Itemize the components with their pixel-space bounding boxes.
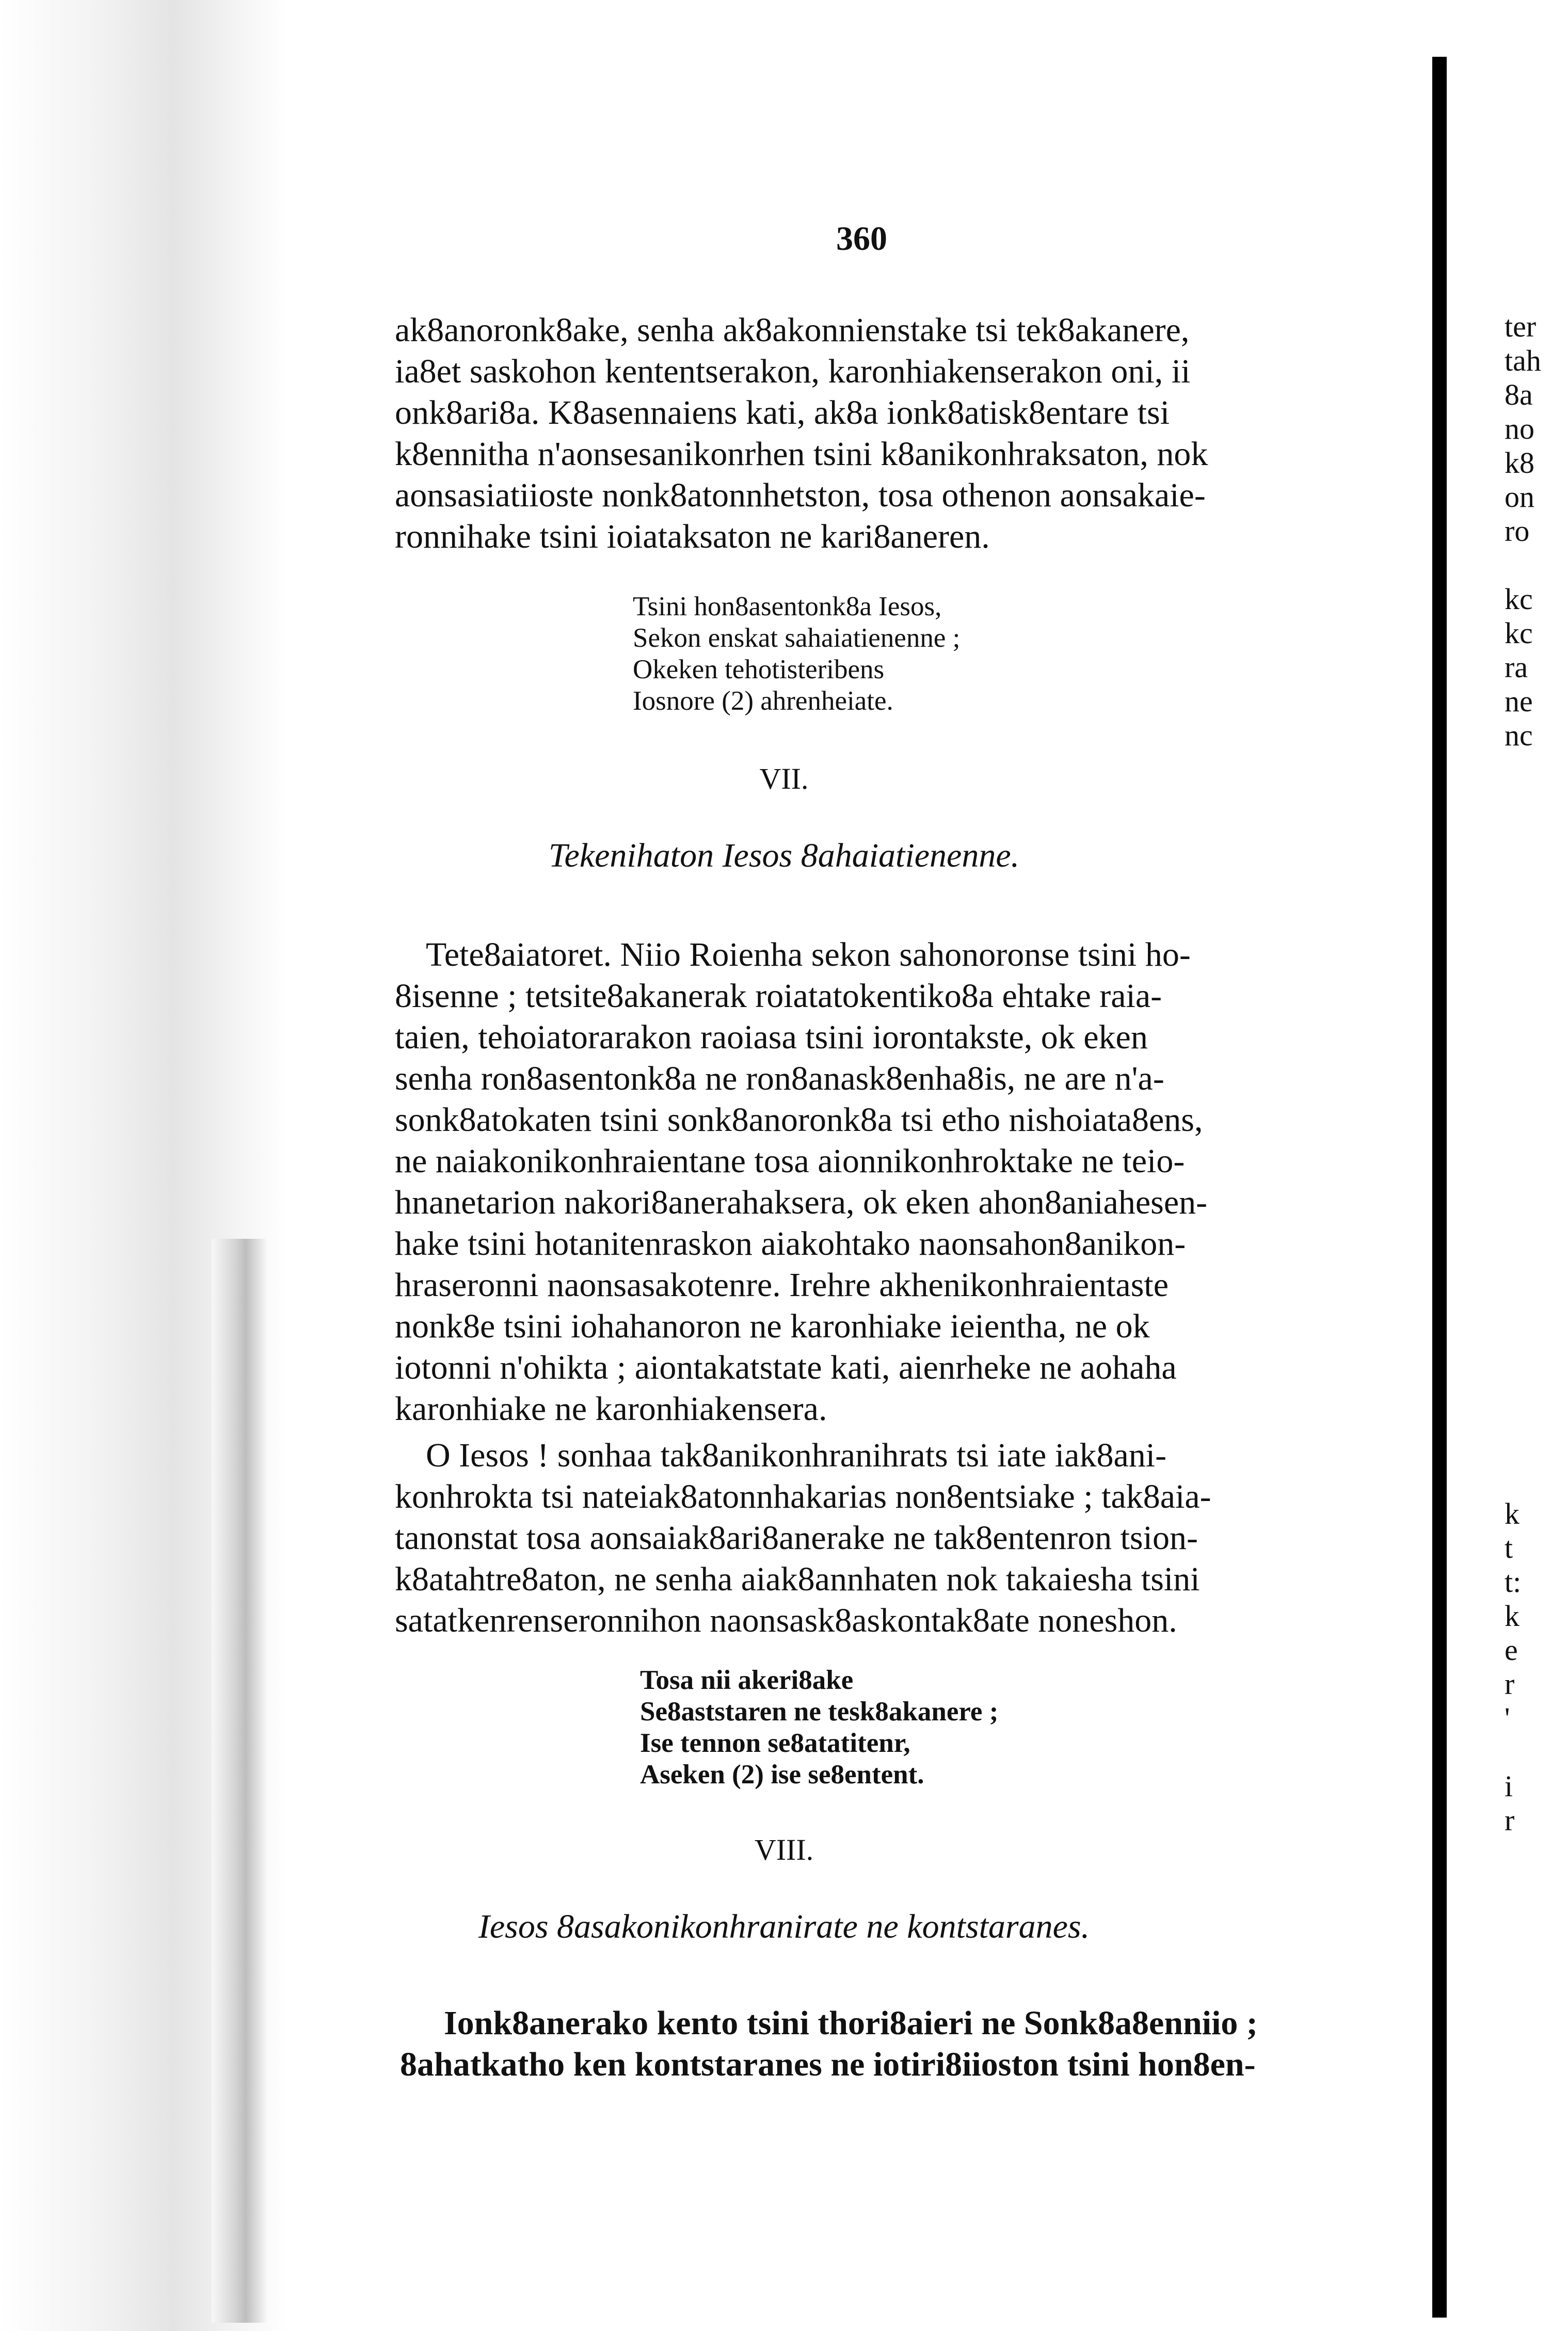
page-edge-rule [1432,57,1447,2318]
page-number: 360 [836,220,887,258]
section-7-paragraph-1 [426,934,1406,976]
section-7-paragraph-2 [426,1435,1406,1476]
text-line: ronnihake tsini ioiataksaton ne kari8aneren. [395,518,990,555]
facing-page-fragment: r [1505,1667,1515,1701]
section-8-paragraph-1-body [400,2044,1381,2085]
text-line: tanonstat tosa aonsaiak8ari8anerake ne tak8entenron tsion- [395,1519,1198,1557]
text-line: konhrokta tsi nateiak8atonnhakarias non8entsiake ; tak8aia- [395,1478,1211,1515]
facing-page-fragment: kc [1505,582,1533,616]
facing-page-fragment: ro [1505,514,1530,548]
verse-2 [640,1665,1363,1791]
section-title: Tekenihaton Iesos 8ahaiatienenne. [548,837,1020,874]
text-line: aonsasiatiioste nonk8atonnhetston, tosa othenon aonsakaie- [395,476,1206,514]
section-7-paragraph-1-body [395,976,1375,1430]
facing-page-fragment: e [1505,1633,1518,1667]
section-title: Iesos 8asakonikonhranirate ne kontstaranes. [478,1908,1090,1945]
section-numeral: VII. [759,762,809,795]
text-line: 8isenne ; tetsite8akanerak roiatatokentiko8a ehtake raia- [395,977,1162,1015]
facing-page-fragment: 8a [1505,378,1533,411]
facing-page-fragment: ter [1505,310,1537,343]
facing-page-fragment: ' [1505,1701,1510,1735]
facing-page-fragments-top [1505,310,1568,753]
verse-line: Iosnore (2) ahrenheiate. [633,686,893,716]
text-line: 8ahatkatho ken kontstaranes ne iotiri8iioston tsini hon8en- [400,2046,1256,2083]
text-line: sonk8atokaten tsini sonk8anoronk8a tsi etho nishoiata8ens, [395,1101,1203,1139]
facing-page-fragment: ne [1505,684,1533,718]
text-line: iotonni n'ohikta ; aiontakatstate kati, aienrheke ne aohaha [395,1349,1177,1386]
facing-page-fragments-bottom [1505,1497,1568,1838]
facing-page-fragment: tah [1505,344,1541,377]
text-line: Ionk8anerako kento tsini thori8aieri ne Sonk8a8enniio ; [444,2004,1258,2042]
facing-page-fragment: t: [1505,1565,1522,1599]
text-line: karonhiake ne karonhiakensera. [395,1390,827,1428]
text-line: Tete8aiatoret. Niio Roienha sekon sahonoronse tsini ho- [426,936,1191,973]
facing-page-fragment [1505,1735,1568,1769]
text-line: hnanetarion nakori8anerahaksera, ok eken ahon8aniahesen- [395,1184,1208,1221]
verse-line: Tsini hon8asentonk8a Iesos, [633,592,942,621]
verse-1 [633,591,1355,717]
verse-line: Tosa nii akeri8ake [640,1665,854,1695]
facing-page-fragment: i [1505,1769,1513,1803]
intro-paragraph [395,310,1375,557]
text-line: onk8ari8a. K8asennaiens kati, ak8a ionk8atisk8entare tsi [395,394,1170,432]
section-7-paragraph-2-body [395,1476,1375,1641]
text-line: ak8anoronk8ake, senha ak8akonnienstake tsi tek8akanere, [395,311,1190,349]
text-line: nonk8e tsini iohahanoron ne karonhiake ieientha, ne ok [395,1307,1150,1345]
facing-page-fragment [1505,548,1568,582]
text-line: taien, tehoiatorarakon raoiasa tsini iorontakste, ok eken [395,1018,1148,1056]
section-numeral: VIII. [754,1833,814,1866]
text-line: hraseronni naonsasakotenre. Irehre akhenikonhraientaste [395,1266,1169,1304]
verse-line: Okeken tehotisteribens [633,654,885,684]
verse-line: Aseken (2) ise se8entent. [640,1760,924,1790]
facing-page-fragment: ra [1505,650,1528,684]
facing-page-fragment: kc [1505,616,1533,650]
facing-page-fragment: k8 [1505,446,1534,480]
section-8-paragraph-1 [444,2003,1425,2044]
facing-page-fragment: t [1505,1531,1513,1564]
facing-page-fragment: nc [1505,719,1533,752]
facing-page-fragment: k [1505,1497,1519,1530]
text-line: k8ennitha n'aonsesanikonrhen tsini k8anikonhraksaton, nok [395,435,1208,473]
verse-line: Se8aststaren ne tesk8akanere ; [640,1697,999,1727]
text-line: ne naiakonikonhraientane tosa aionnikonhroktake ne teio- [395,1142,1185,1180]
text-line: senha ron8asentonk8a ne ron8anask8enha8is, ne are n'a- [395,1060,1164,1097]
facing-page-fragment: r [1505,1803,1515,1837]
text-line: O Iesos ! sonhaa tak8anikonhranihrats tsi iate iak8ani- [426,1436,1167,1474]
text-line: ia8et saskohon kententserakon, karonhiakenserakon oni, ii [395,353,1191,390]
text-line: k8atahtre8aton, ne senha aiak8annhaten nok takaiesha tsini [395,1560,1200,1598]
verse-line: Sekon enskat sahaiatienenne ; [633,623,961,653]
verse-line: Ise tennon se8atatitenr, [640,1728,910,1758]
facing-page-fragment: no [1505,412,1534,445]
text-line: satatkenrenseronnihon naonsask8askontak8ate noneshon. [395,1602,1177,1639]
facing-page-fragment: on [1505,480,1534,514]
gutter-shadow [212,1239,268,2323]
facing-page-fragment: k [1505,1599,1519,1633]
text-line: hake tsini hotanitenraskon aiakohtako naonsahon8anikon- [395,1225,1186,1263]
